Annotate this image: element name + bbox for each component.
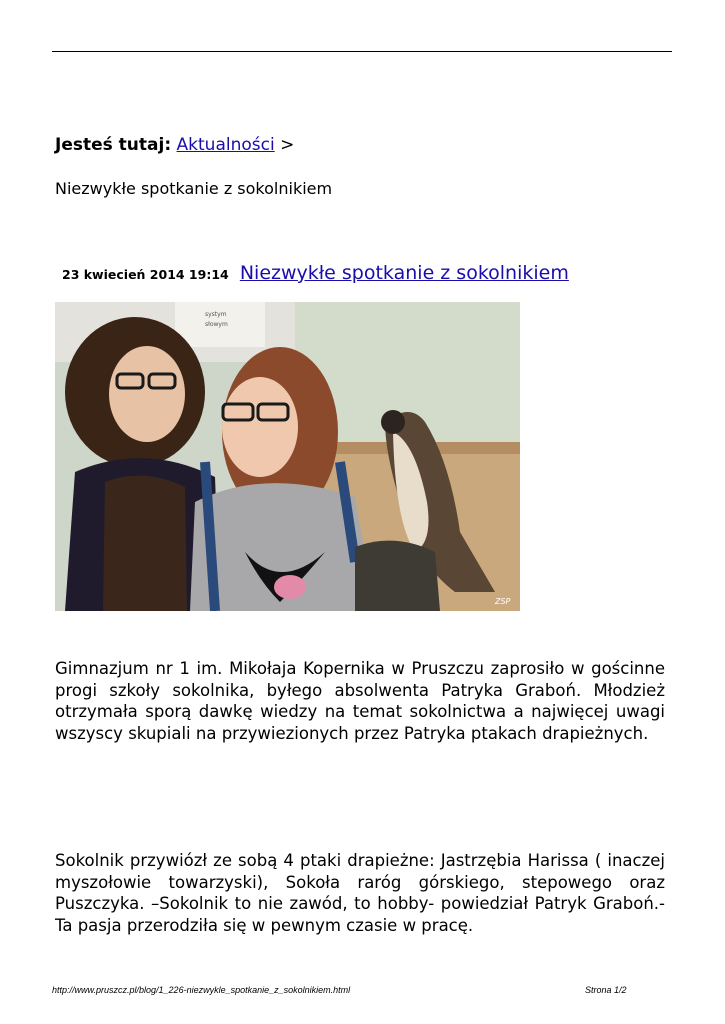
article-paragraph: Gimnazjum nr 1 im. Mikołaja Kopernika w Pruszczu zaprosiło w gościnne progi szkoły sokolnika, byłego absolwenta Patryka Graboń. Młodzież otrzymała sporą dawkę wiedzy na temat sokolnictwa a najwięcej uwagi wszyscy skupiali na przywiezionych przez Patryka ptakach drapieżnych. bbox=[55, 659, 665, 743]
article-paragraph: Sokolnik przywiózł ze sobą 4 ptaki drapieżne: Jastrzębia Harissa ( inaczej myszołowie towarzyski), Sokoła raróg górskiego, stepowego oraz Puszczyka. –Sokolnik to nie zawód, to hobby- powiedział Patryk Graboń.- Ta pasja przerodziła się w pewnym czasie w pracę. bbox=[55, 851, 665, 935]
breadcrumb-link-aktualnosci[interactable]: Aktualności bbox=[176, 135, 275, 155]
header-rule bbox=[52, 51, 672, 52]
article-title-link[interactable]: Niezwykłe spotkanie z sokolnikiem bbox=[239, 262, 569, 284]
svg-text:słowym: słowym bbox=[205, 321, 228, 328]
breadcrumb-prefix: Jesteś tutaj: bbox=[55, 135, 172, 155]
page-title: Niezwykłe spotkanie z sokolnikiem bbox=[55, 179, 333, 198]
poster-text: systym bbox=[205, 311, 227, 318]
breadcrumb bbox=[55, 135, 294, 155]
article-date: 23 kwiecień 2014 19:14 bbox=[62, 267, 229, 282]
article-header bbox=[62, 262, 569, 284]
footer-url: http://www.pruszcz.pl/blog/1_226-niezwykle_spotkanie_z_sokolnikiem.html bbox=[52, 985, 351, 995]
breadcrumb-separator: > bbox=[280, 135, 295, 155]
footer-page-number: Strona 1/2 bbox=[585, 985, 627, 995]
photo-watermark: ZSP bbox=[495, 597, 511, 606]
article-photo bbox=[55, 302, 520, 611]
